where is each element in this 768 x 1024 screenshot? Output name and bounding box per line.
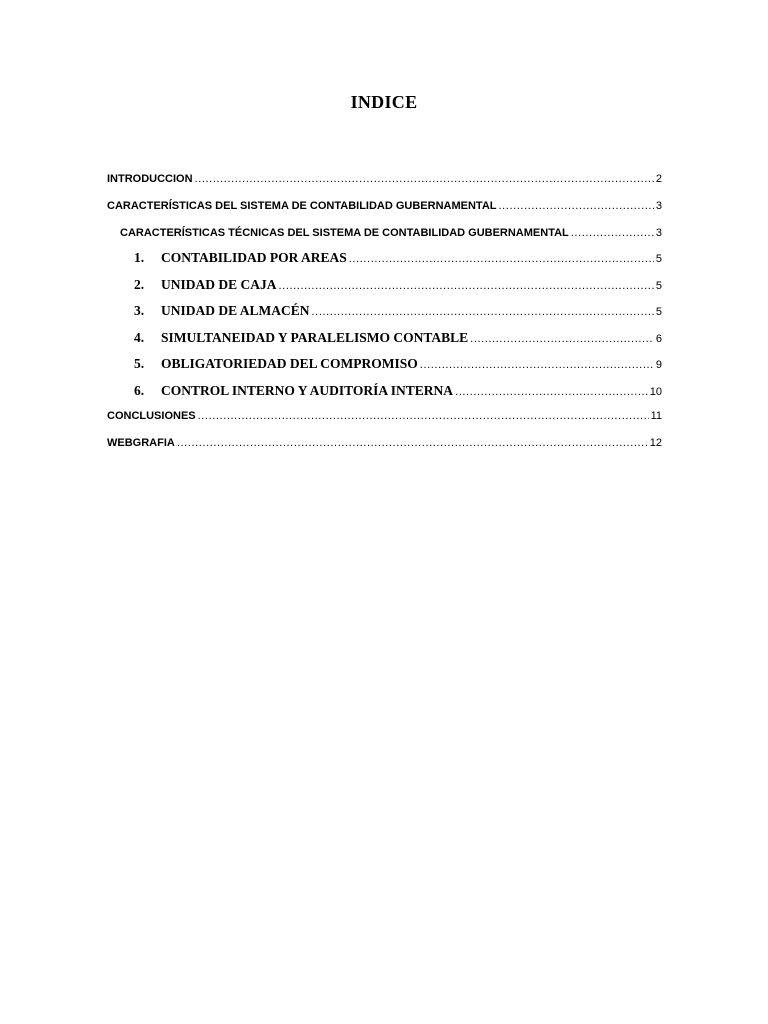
toc-entry-label: CONCLUSIONES bbox=[107, 410, 196, 422]
toc-entry-label: CONTROL INTERNO Y AUDITORÍA INTERNA bbox=[161, 382, 454, 398]
dot-leader bbox=[349, 247, 654, 271]
toc-entry-introduccion[interactable] bbox=[107, 168, 662, 195]
toc-entry-number: 3. bbox=[134, 303, 145, 318]
page-title: INDICE bbox=[350, 92, 418, 112]
toc-entry-simultaneidad[interactable] bbox=[107, 326, 662, 353]
toc-page-number: 3 bbox=[655, 227, 662, 239]
toc-page-number: 5 bbox=[655, 279, 662, 292]
table-of-contents bbox=[107, 168, 662, 458]
dot-leader bbox=[195, 168, 654, 190]
dot-leader bbox=[470, 327, 654, 351]
toc-page-number: 5 bbox=[655, 253, 662, 265]
toc-entry-webgrafia[interactable] bbox=[107, 432, 662, 459]
toc-entry-control-interno[interactable] bbox=[107, 379, 662, 406]
toc-entry-label: SIMULTANEIDAD Y PARALELISMO CONTABLE bbox=[161, 329, 469, 345]
toc-entry-contabilidad-por-areas[interactable] bbox=[107, 246, 662, 273]
toc-entry-label: CONTABILIDAD POR AREAS bbox=[161, 250, 347, 265]
toc-page-number: 9 bbox=[655, 359, 662, 371]
dot-leader bbox=[279, 274, 654, 298]
toc-entry-caracteristicas-sistema[interactable] bbox=[107, 195, 662, 222]
toc-entry-label: CARACTERÍSTICAS DEL SISTEMA DE CONTABILIDAD GUBERNAMENTAL bbox=[107, 199, 497, 212]
dot-leader bbox=[455, 380, 648, 404]
toc-entry-label: INTRODUCCION bbox=[107, 173, 193, 185]
toc-entry-label: CARACTERÍSTICAS TÉCNICAS DEL SISTEMA DE CONTABILIDAD GUBERNAMENTAL bbox=[120, 227, 569, 239]
toc-page-number: 11 bbox=[650, 410, 662, 422]
toc-entry-label: UNIDAD DE ALMACÉN bbox=[161, 303, 310, 318]
toc-entry-number: 2. bbox=[134, 276, 145, 292]
toc-entry-caracteristicas-tecnicas[interactable] bbox=[107, 221, 662, 246]
toc-entry-number: 1. bbox=[134, 250, 145, 265]
toc-page-number: 12 bbox=[649, 436, 662, 449]
toc-entry-number: 6. bbox=[134, 382, 145, 398]
toc-page-number: 2 bbox=[655, 173, 662, 185]
dot-leader bbox=[312, 300, 654, 324]
toc-entry-label: OBLIGATORIEDAD DEL COMPROMISO bbox=[161, 356, 418, 371]
toc-page-number: 6 bbox=[655, 332, 662, 345]
toc-page-number: 5 bbox=[655, 306, 662, 318]
dot-leader bbox=[420, 353, 654, 377]
dot-leader bbox=[198, 405, 649, 427]
toc-entry-unidad-de-caja[interactable] bbox=[107, 273, 662, 300]
toc-page-number: 3 bbox=[655, 199, 662, 212]
toc-entry-label: UNIDAD DE CAJA bbox=[161, 276, 277, 292]
toc-entry-label: WEBGRAFIA bbox=[107, 436, 175, 449]
dot-leader bbox=[571, 221, 654, 245]
toc-entry-number: 5. bbox=[134, 356, 145, 371]
dot-leader bbox=[177, 432, 648, 454]
toc-entry-conclusiones[interactable] bbox=[107, 405, 662, 432]
toc-entry-number: 4. bbox=[134, 329, 145, 345]
toc-entry-unidad-de-almacen[interactable] bbox=[107, 299, 662, 326]
dot-leader bbox=[498, 195, 653, 217]
toc-page-number: 10 bbox=[649, 385, 662, 398]
toc-entry-obligatoriedad[interactable] bbox=[107, 352, 662, 379]
